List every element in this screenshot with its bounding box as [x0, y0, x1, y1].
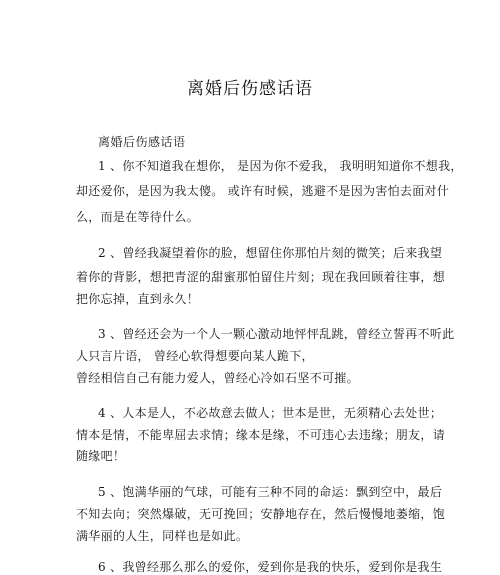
paragraph-2-line-2: 着你的背影，想把青涩的甜蜜那怕留住片刻；现在我回顾着往事，想	[76, 270, 446, 284]
paragraph-1-line-2: 却还爱你，是因为我太傻。 或许有时候，逃避不是因为害怕去面对什	[76, 184, 450, 198]
paragraph-2-line-3: 把你忘掉，直到永久！	[76, 292, 200, 306]
document-subtitle: 离婚后伤感话语	[98, 135, 186, 149]
paragraph-4-line-3: 随缘吧！	[76, 449, 126, 463]
paragraph-5-line-2: 不知去向；突然爆破，无可挽回；安静地存在，然后慢慢地萎缩，饱	[76, 507, 446, 521]
paragraph-4-line-2: 情本是情，不能卑屈去求情；缘本是缘，不可违心去违缘；朋友，请	[76, 428, 446, 442]
paragraph-3-line-3: 曾经相信自己有能力爱人，曾经心冷如石坚不可摧。	[76, 371, 359, 385]
paragraph-4-line-1: 4 、人本是人，不必故意去做人；世本是世，无须精心去处世；	[98, 406, 443, 420]
paragraph-5-line-3: 满华丽的人生，同样也是如此。	[76, 529, 249, 543]
paragraph-3-line-1: 3 、曾经还会为一个人一颗心激动地怦怦乱跳，曾经立誓再不听此	[98, 327, 455, 341]
paragraph-6-line-1: 6 、我曾经那么那么的爱你，爱到你是我的快乐，爱到你是我生	[98, 560, 443, 574]
document-title: 离婚后伤感话语	[187, 79, 313, 99]
paragraph-1-line-3: 么，而是在等待什么。	[76, 210, 200, 224]
paragraph-2-line-1: 2 、曾经我凝望着你的脸，想留住你那怕片刻的微笑；后来我望	[98, 246, 443, 260]
paragraph-5-line-1: 5 、饱满华丽的气球，可能有三种不同的命运：飘到空中，最后	[98, 485, 443, 499]
paragraph-1-line-1: 1 、你不知道我在想你， 是因为你不爱我， 我明明知道你不想我，	[98, 159, 463, 173]
paragraph-3-line-2: 人只言片语， 曾经心软得想要向某人跪下，	[76, 349, 314, 363]
